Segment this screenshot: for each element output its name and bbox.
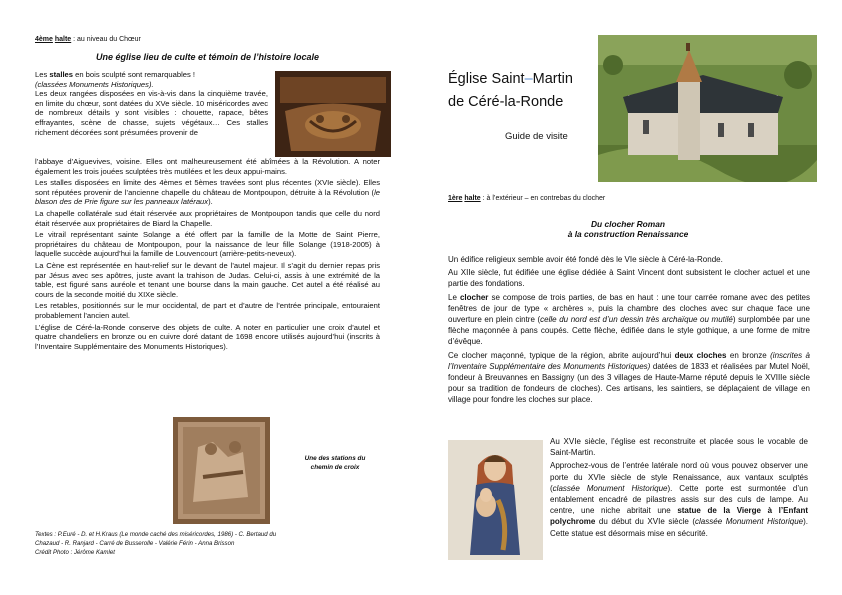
vierge-statue-photo [448, 440, 543, 560]
stalles-xvi-italic: le blason des de Prie figure sur les panneaux latéraux [35, 187, 380, 207]
porte-italic-1: classée Monument Historique [552, 483, 668, 493]
guide-label: Guide de visite [505, 131, 568, 142]
right-subtitle-line1: Du clocher Roman [591, 219, 665, 229]
clocher-bold: clocher [459, 292, 489, 302]
clocher-paragraph [448, 292, 810, 348]
right-panel [440, 30, 820, 570]
right-subtitle [448, 219, 808, 239]
chapelle-paragraph: La chapelle collatérale sud était réservée aux propriétaires de Montpoupon tandis que celle du nord était réservée aux propriétaires de Biard la Chapelle. [35, 208, 380, 228]
title-line2: de Céré-la-Ronde [448, 94, 564, 110]
stalles-intro [35, 70, 268, 89]
vierge-bold: statue de la Vierge à l’Enfant polychrome [550, 506, 808, 527]
cloches-c: datées de 1833 et réalisées par Mutel Noël, fondeur à Breuvannes en Bassigny (un des 3 villages de Haute-Marne réputé depuis le XVIIIe siècle pour sa tradition de fondeurs de cloches). Ces artisans, les saintiers, se déplaçaient de village en village pour fondre les cloches sur place. [448, 361, 810, 405]
stalles-rest: en bois sculpté sont remarquables ! [73, 70, 196, 79]
halte-1-rest: : à l’extérieur – en contrebas du clocher [480, 195, 606, 202]
left-panel [35, 36, 380, 566]
xii-paragraph: Au XIIe siècle, fut édifiée une église dédiée à Saint Vincent dont subsistent le clocher actuel et une partie des fondations. [448, 268, 810, 289]
stalles-classees: (classées Monuments Historiques). [35, 79, 154, 89]
stalles-intro-text: Les [35, 70, 50, 79]
porte-paragraph [550, 460, 808, 538]
stalles-revolution: l’abbaye d’Aiguevives, voisine. Elles ont malheureusement été abîmées à la Révolution. A noter également les trois jouées sculptées très mutilées et les deux appui-mains. [35, 157, 380, 176]
credits-line2: Chazaud - R. Ranjard - Carré de Busserolle - Valérie Férin - Anna Brisson [35, 540, 235, 547]
cloches-bold: deux cloches [674, 350, 727, 360]
chemin-de-croix-photo [173, 417, 270, 524]
porte-a: Approchez-vous de l’entrée latérale nord où vous pouvez observer une porte du XVIe siècle de style Renaissance, aux vantaux sculptés ( [550, 461, 808, 493]
right-subtitle-line2: à la construction Renaissance [567, 229, 689, 239]
halte-1-word: halte [464, 195, 481, 202]
title-part-b: Martin [532, 71, 573, 87]
xvi-text [550, 436, 808, 541]
clocher-a: Le [448, 292, 460, 302]
credits-line1: Textes : P.Euré - D. et H.Kraus (Le monde caché des miséricordes, 1986) - C. Bertaud du [35, 531, 277, 538]
halte-1-heading [448, 195, 605, 202]
right-body [448, 254, 810, 408]
clocher-c: ) surplombée par une flèche maçonnée à pans coupés. Cette flèche, édifiée dans le style gothique, a une forme de mitre d’évêque. [448, 315, 811, 347]
stalles-xvi [35, 178, 380, 207]
cloches-italic: (inscrites à l’Inventaire Supplémentaire des Monuments Historiques) [448, 350, 811, 371]
vitrail-paragraph: Le vitrail représentant sainte Solange a été offert par la famille de la Motte de Saint Pierre, propriétaires du château de Montpoupon, pour la naissance de leur fille Solange (1918-2005) à laquelle succède aujourd’hui la famille de Louvencourt (arrière-petits-neveux). [35, 230, 380, 259]
chemin-caption [290, 454, 380, 472]
stalles-description: Les deux rangées disposées en vis-à-vis dans la cinquième travée, en limite du chœur, sont datées du XVe siècle. 10 miséricordes avec de nombreux détails y sont visibles : chouette, rapace, bêtes effrayantes, scène de chasse, sujets végétaux… Ces stalles richement décorées sont présumées provenir de [35, 89, 268, 137]
cene-paragraph: La Cène est représentée en haut-relief sur le devant de l’autel majeur. Il s’agit du dernier repas pris par Jésus avec ses apôtres, juste avant la trahison de Judas. Celui-ci, assis à une extrémité de la table, est figuré sans auréole et tenant une bourse dans la main gauche. Cet autel a été réalisé au cours de la seconde moitié du XIXe siècle. [35, 260, 380, 299]
stalles-photo [275, 71, 391, 157]
credits [35, 530, 380, 557]
retables-paragraph: Les retables, positionnés sur le mur occidental, de part et d’autre de l’entrée principale, entouraient probablement l’ancien autel. [35, 301, 380, 320]
porte-d: ). Cette statue est désormais mise en sécurité. [550, 517, 808, 538]
halte-4-word: halte [54, 36, 72, 43]
halte-4-rest: : au niveau du Chœur [71, 36, 141, 43]
xvi-reconstruction: Au XVIe siècle, l’église est reconstruite et placée sous le vocable de Saint-Martin. [550, 437, 808, 458]
clocher-b: se compose de trois parties, de bas en haut : une tour carrée romane avec des petites fenêtres de jour de type « archères », puis la chambre des cloches avec sur chaque face une ouverture en plein cintre ( [448, 292, 810, 325]
title-part-a: Église Saint [448, 71, 525, 87]
origin-paragraph: Un édifice religieux semble avoir été fondé dès le VIe siècle à Céré-la-Ronde. [448, 255, 723, 264]
stalles-text-top [35, 70, 268, 139]
porte-italic-2: classée Monument Historique [695, 517, 804, 527]
document-title [448, 68, 603, 114]
church-aerial-photo [598, 35, 817, 182]
porte-b: ). Cette porte est surmontée d’un entablement encadré de pilastres assis sur des culs de lampe. Au centre, une niche abritait une [550, 483, 808, 516]
stalles-text-full [35, 157, 380, 353]
title-line1 [448, 68, 603, 91]
left-subtitle: Une église lieu de culte et témoin de l’histoire locale [95, 52, 320, 62]
chemin-caption-line1: Une des stations du [304, 455, 366, 462]
stalles-xvi-a: Les stalles disposées en limite des 4èmes et 5èmes travées sont plus récentes (XVIe siècle). Elles sont réputées provenir de l’ancienne chapelle du château de Montpoupon, détruite à la Révolution ( [35, 178, 380, 197]
cloches-a: Ce clocher maçonné, typique de la région, abrite aujourd’hui [448, 350, 675, 360]
credits-line3: Crédit Photo : Jérôme Kamlet [35, 549, 115, 556]
halte-4-heading [35, 36, 141, 43]
objets-paragraph: L’église de Céré-la-Ronde conserve des objets de culte. A noter en particulier une croix d’autel et quatre chandeliers en bronze ou en cuivre doré datant de 1698 encore utilisés aujourd’hui (inscrits à l’Inventaire Supplémentaire des Monuments Historiques). [35, 322, 380, 351]
chemin-caption-line2: chemin de croix [310, 464, 360, 471]
stalles-bold: stalles [49, 70, 74, 79]
stalles-xvi-b: ). [208, 197, 213, 207]
clocher-italic: celle du nord est d’un dessin très archaïque ou mutilé [540, 315, 733, 325]
halte-4-number: 4ème [35, 36, 53, 43]
halte-1-number: 1ère [448, 195, 463, 202]
title-dash: – [524, 71, 533, 87]
porte-c: du début du XVIe siècle ( [595, 517, 696, 527]
cloches-b: en bronze [726, 350, 771, 360]
cloches-paragraph [448, 350, 810, 406]
